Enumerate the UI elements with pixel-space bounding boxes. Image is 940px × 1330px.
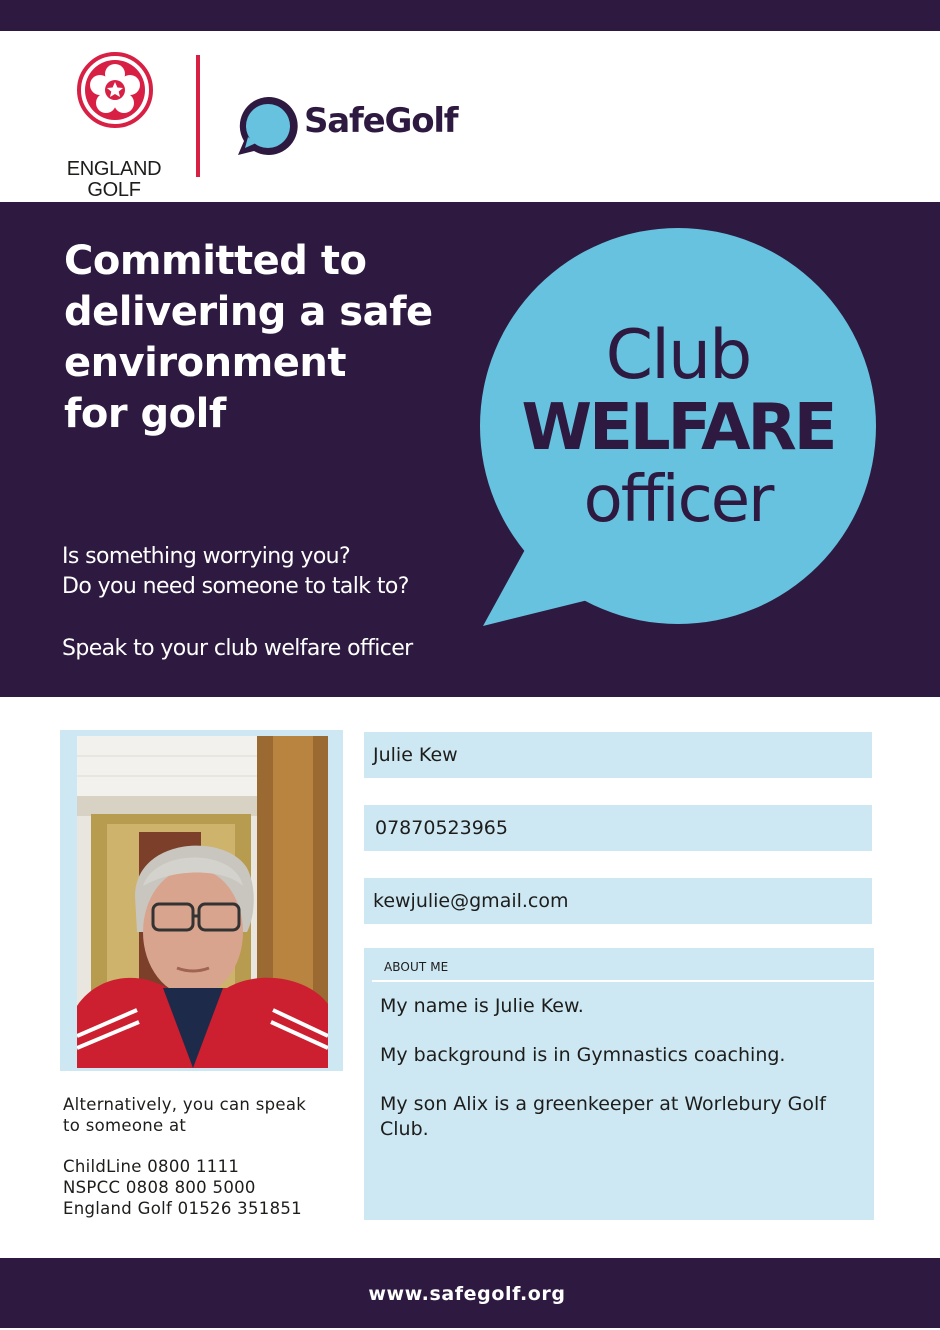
england-golf-rose-icon (76, 51, 154, 129)
logo-header (0, 31, 940, 202)
england-golf-wordmark (62, 159, 166, 201)
alternatives-spacer (63, 1136, 353, 1156)
hero-banner (0, 202, 940, 697)
safegolf-logo (234, 93, 464, 163)
hero-speak-text: Speak to your club welfare officer (62, 636, 413, 661)
hero-title-line: delivering a safe (64, 289, 433, 335)
about-paragraph: My background is in Gymnastics coaching. (380, 1044, 786, 1066)
bubble-line-officer: officer (583, 463, 773, 537)
logo-divider (196, 55, 200, 177)
about-paragraph: My name is Julie Kew. (380, 995, 584, 1017)
safegolf-wordmark: SafeGolf (304, 101, 458, 141)
about-me-body (380, 994, 850, 1166)
england-golf-line2: GOLF (87, 179, 141, 201)
about-me-panel (364, 948, 874, 1220)
alternatives-intro-line: Alternatively, you can speak (63, 1095, 307, 1114)
safegolf-bubble-icon (234, 93, 300, 159)
england-golf-line1: ENGLAND (66, 158, 162, 180)
hero-title-line: environment (64, 340, 346, 386)
hero-questions (62, 542, 462, 602)
contact-england-golf: England Golf 01526 351851 (63, 1199, 302, 1218)
hero-question: Is something worrying you? (62, 544, 351, 569)
about-me-divider (372, 980, 874, 982)
bubble-line-club: Club (605, 316, 751, 395)
top-bar (0, 0, 940, 31)
photo-frame (60, 730, 343, 1071)
alternative-contacts (63, 1094, 353, 1219)
about-paragraph: My son Alix is a greenkeeper at Worlebury Golf Club. (380, 1093, 826, 1140)
hero-title (64, 236, 454, 440)
officer-phone-field: 07870523965 (364, 805, 872, 851)
contact-childline: ChildLine 0800 1111 (63, 1157, 240, 1176)
club-welfare-officer-heading (478, 316, 878, 537)
bubble-line-welfare: WELFARE (521, 391, 835, 465)
about-me-label: ABOUT ME (384, 960, 449, 974)
alternatives-intro-line: to someone at (63, 1116, 187, 1135)
england-golf-logo (62, 51, 166, 201)
hero-title-line: Committed to (64, 238, 367, 284)
hero-title-line: for golf (64, 391, 226, 437)
officer-photo (77, 736, 328, 1068)
footer (0, 1258, 940, 1328)
footer-url-link[interactable]: www.safegolf.org (368, 1283, 566, 1305)
officer-email-field: kewjulie@gmail.com (364, 878, 872, 924)
contact-nspcc: NSPCC 0808 800 5000 (63, 1178, 256, 1197)
hero-question: Do you need someone to talk to? (62, 574, 409, 599)
officer-name-field: Julie Kew (364, 732, 872, 778)
